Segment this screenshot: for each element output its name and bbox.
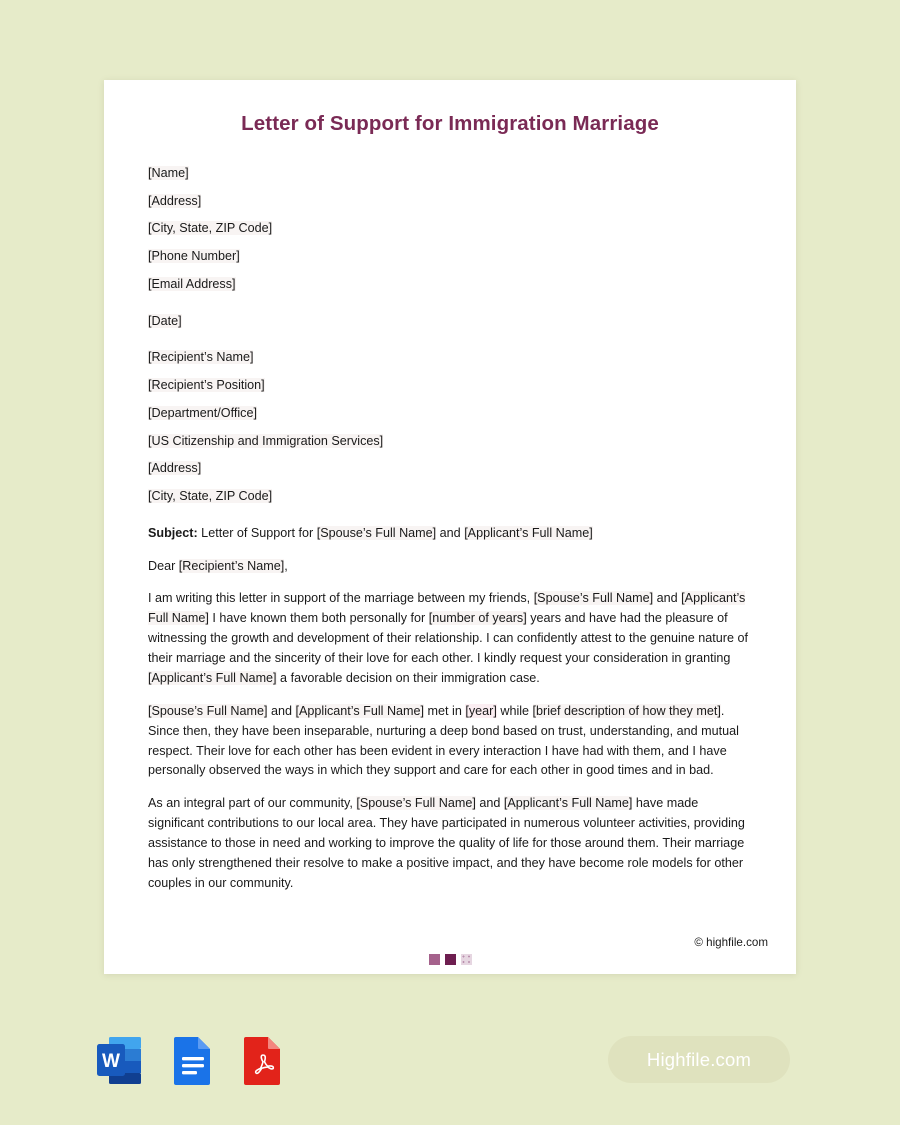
body-paragraph-1 bbox=[148, 589, 752, 688]
recipient-line-department bbox=[148, 404, 752, 423]
sender-address-block bbox=[148, 164, 752, 294]
sender-line-city bbox=[148, 219, 752, 238]
body-paragraph-3 bbox=[148, 794, 752, 893]
placeholder-recipient-name: [Recipient’s Name] bbox=[148, 350, 254, 365]
p1-text-e: a favorable decision on their immigration case. bbox=[276, 670, 540, 685]
placeholder-recipient-name-salutation: [Recipient’s Name] bbox=[178, 558, 285, 573]
subject-text-2: and bbox=[436, 525, 465, 540]
copyright-notice: © highfile.com bbox=[694, 936, 768, 949]
salutation-prefix: Dear bbox=[148, 558, 179, 573]
p1-text-d: years and have had the pleasure of witnessing the growth and development of their relationship. I can confidently attest to the genuine nature of their marriage and the sincerity of their love for each other. I kindly request your consideration in granting bbox=[148, 611, 748, 665]
page-dot-2[interactable] bbox=[445, 954, 456, 965]
recipient-line-address bbox=[148, 459, 752, 478]
recipient-line-position bbox=[148, 376, 752, 395]
p1-text-c: I have known them both personally for bbox=[208, 611, 429, 626]
document-body bbox=[148, 136, 752, 894]
recipient-line-agency bbox=[148, 432, 752, 451]
p2-text-a: and bbox=[267, 703, 296, 718]
recipient-line-city bbox=[148, 487, 752, 506]
placeholder-applicant-name: [Applicant’s Full Name] bbox=[148, 591, 746, 626]
subject-line bbox=[148, 524, 752, 543]
sender-line-phone bbox=[148, 247, 752, 266]
placeholder-spouse-name: [Spouse’s Full Name] bbox=[356, 796, 476, 811]
brand-button[interactable] bbox=[608, 1036, 790, 1083]
placeholder-agency: [US Citizenship and Immigration Services] bbox=[148, 433, 384, 448]
page-dot-3[interactable] bbox=[461, 954, 472, 965]
placeholder-spouse-name: [Spouse’s Full Name] bbox=[533, 591, 654, 606]
placeholder-number-of-years: [number of years] bbox=[428, 611, 527, 626]
placeholder-address: [Address] bbox=[148, 193, 202, 208]
placeholder-recipient-position: [Recipient’s Position] bbox=[148, 378, 265, 393]
p1-text-b: and bbox=[653, 591, 682, 606]
placeholder-how-they-met: [brief description of how they met] bbox=[532, 703, 721, 718]
sender-line-email bbox=[148, 275, 752, 294]
body-paragraph-2 bbox=[148, 702, 752, 782]
p3-text-a: As an integral part of our community, bbox=[148, 796, 357, 811]
recipient-address-block bbox=[148, 348, 752, 506]
p1-text-a: I am writing this letter in support of the marriage between my friends, bbox=[148, 591, 534, 606]
placeholder-department: [Department/Office] bbox=[148, 405, 257, 420]
placeholder-applicant-name: [Applicant’s Full Name] bbox=[295, 703, 425, 718]
subject-label: Subject: bbox=[148, 525, 198, 540]
placeholder-spouse-name: [Spouse’s Full Name] bbox=[316, 525, 437, 540]
placeholder-phone: [Phone Number] bbox=[148, 249, 240, 264]
page-title: Letter of Support for Immigration Marriage bbox=[241, 112, 659, 135]
placeholder-date: [Date] bbox=[148, 313, 182, 328]
date-line bbox=[148, 312, 752, 331]
p2-text-c: while bbox=[496, 703, 533, 718]
placeholder-applicant-name: [Applicant’s Full Name] bbox=[503, 796, 633, 811]
placeholder-city-state-zip: [City, State, ZIP Code] bbox=[148, 221, 273, 236]
recipient-line-name bbox=[148, 348, 752, 367]
sender-line-address bbox=[148, 192, 752, 211]
placeholder-name: [Name] bbox=[148, 166, 189, 180]
p2-text-d: . Since then, they have been inseparable, nurturing a deep bond based on trust, understanding, and mutual respect. Their love for each other has been evident in every interaction I have had with them, and I have personally observed the ways in which they support and care for each other in good times and in bad. bbox=[148, 703, 739, 778]
word-doc-icon[interactable] bbox=[92, 1029, 154, 1091]
p2-text-b: met in bbox=[424, 703, 466, 718]
salutation-line bbox=[148, 557, 752, 576]
google-docs-icon[interactable] bbox=[162, 1029, 224, 1091]
document-page bbox=[104, 80, 796, 974]
page-dot-1[interactable] bbox=[429, 954, 440, 965]
placeholder-spouse-name: [Spouse’s Full Name] bbox=[148, 703, 268, 718]
p3-text-c: have made significant contributions to our local area. They have participated in numerous volunteer activities, providing assistance to those in need and working to improve the quality of life for those around them. Their marriage has only strengthened their resolve to make a positive impact, and they have become role models for other couples in our community. bbox=[148, 796, 745, 890]
placeholder-recipient-address: [Address] bbox=[148, 461, 202, 476]
download-format-icons bbox=[92, 1029, 294, 1091]
pdf-file-icon[interactable] bbox=[232, 1029, 294, 1091]
page-indicator-dots bbox=[104, 954, 796, 965]
placeholder-applicant-name: [Applicant’s Full Name] bbox=[148, 670, 277, 685]
p3-text-b: and bbox=[475, 796, 504, 811]
subject-text-1: Letter of Support for bbox=[197, 525, 317, 540]
placeholder-recipient-city: [City, State, ZIP Code] bbox=[148, 489, 273, 504]
placeholder-applicant-name: [Applicant’s Full Name] bbox=[464, 525, 593, 540]
salutation-suffix: , bbox=[284, 558, 288, 573]
placeholder-year: [year] bbox=[465, 703, 497, 718]
svg-text:W: W bbox=[102, 1051, 120, 1072]
sender-line-name bbox=[148, 164, 752, 183]
placeholder-email: [Email Address] bbox=[148, 276, 236, 291]
brand-button-label: Highfile.com bbox=[646, 1048, 752, 1070]
